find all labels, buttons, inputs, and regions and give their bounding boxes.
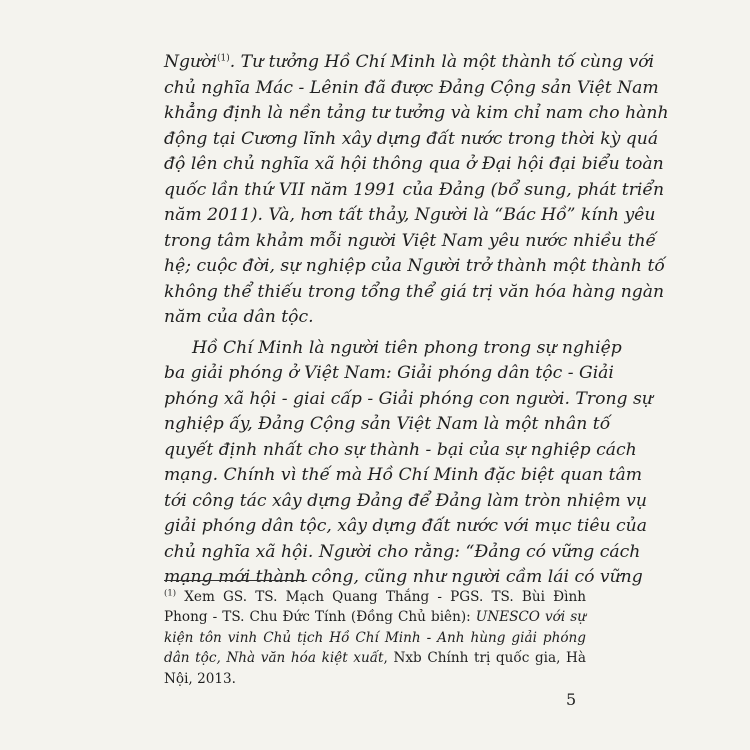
text-line: Người$^{(1)}$. Tư tưởng Hồ Chí Minh là một thành tố cùng với <box>164 52 655 72</box>
text-line: ba giải phóng ở Việt Nam: Giải phóng dân tộc - Giải <box>164 363 614 383</box>
text-line: mạng mới thành công, cũng như người cầm lái có vững <box>164 567 643 587</box>
footnote-line: $^{(1)}$ Xem GS. TS. Mạch Quang Thắng - PGS. TS. Bùi Đình <box>164 588 586 605</box>
text-line: năm 2011). Và, hơn tất thảy, Người là “Bác Hồ” kính yêu <box>164 205 656 225</box>
text-line: chủ nghĩa Mác - Lênin đã được Đảng Cộng sản Việt Nam <box>164 77 659 98</box>
footnote-line: dân tộc, Nhà văn hóa kiệt xuất, Nxb Chính trị quốc gia, Hà <box>164 650 586 667</box>
text-line: giải phóng dân tộc, xây dựng đất nước với mục tiêu của <box>164 516 647 536</box>
footnote-line: Nội, 2013. <box>164 670 236 687</box>
footnote-line: kiện tôn vinh Chủ tịch Hồ Chí Minh - Anh hùng giải phóng <box>164 629 586 646</box>
text-line: tới công tác xây dựng Đảng để Đảng làm tròn nhiệm vụ <box>164 490 647 511</box>
footnote-line: Phong - TS. Chu Đức Tính (Đồng Chủ biên): UNESCO với sự <box>164 609 586 626</box>
footnote <box>164 587 586 689</box>
footnote-reference[interactable]: (1) <box>216 53 230 64</box>
text-line: mạng. Chính vì thế mà Hồ Chí Minh đặc biệt quan tâm <box>164 465 643 485</box>
footnote-divider <box>164 580 307 581</box>
text-line: độ lên chủ nghĩa xã hội thông qua ở Đại hội đại biểu toàn <box>164 154 664 174</box>
text-line: Hồ Chí Minh là người tiên phong trong sự nghiệp <box>192 337 622 358</box>
text-line: phóng xã hội - giai cấp - Giải phóng con người. Trong sự <box>164 388 653 409</box>
text-line: động tại Cương lĩnh xây dựng đất nước trong thời kỳ quá <box>164 128 659 149</box>
text-line: quyết định nhất cho sự thành - bại của sự nghiệp cách <box>164 439 637 460</box>
main-text <box>164 50 669 591</box>
text-line: chủ nghĩa xã hội. Người cho rằng: “Đảng có vững cách <box>164 541 641 562</box>
text-line: trong tâm khảm mỗi người Việt Nam yêu nước nhiều thế <box>164 230 657 251</box>
text-line: hệ; cuộc đời, sự nghiệp của Người trở thành một thành tố <box>164 256 665 276</box>
text-line: nghiệp ấy, Đảng Cộng sản Việt Nam là một nhân tố <box>164 414 611 434</box>
text-line: không thể thiếu trong tổng thể giá trị văn hóa hàng ngàn <box>164 281 665 302</box>
footnote-mark: (1) <box>164 588 177 599</box>
text-line: quốc lần thứ VII năm 1991 của Đảng (bổ sung, phát triển <box>164 179 665 200</box>
text-line: năm của dân tộc. <box>164 307 314 327</box>
page-number: 5 <box>566 690 577 709</box>
text-line: khẳng định là nền tảng tư tưởng và kim chỉ nam cho hành <box>164 103 669 123</box>
